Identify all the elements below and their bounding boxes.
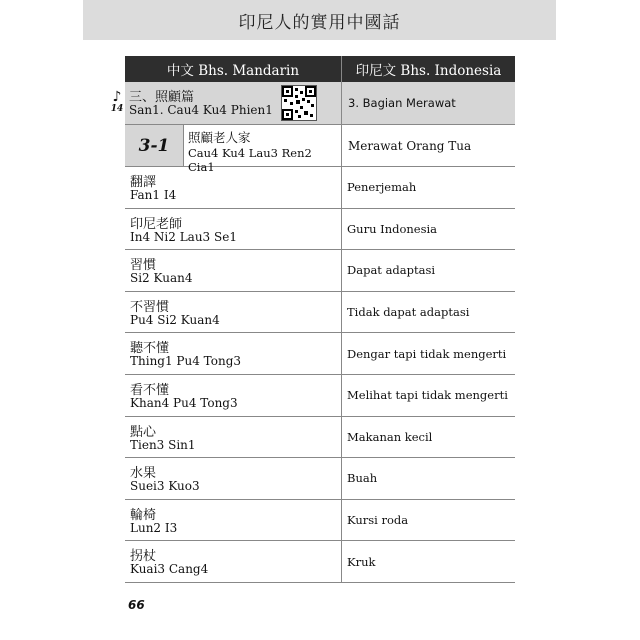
pinyin-text: Lun2 I3 (130, 520, 178, 535)
pinyin-text: In4 Ni2 Lau3 Se1 (130, 229, 237, 244)
mandarin-cell (125, 333, 342, 374)
book-title: 印尼人的實用中國話 (238, 12, 401, 33)
subsection-number: 3-1 (125, 125, 184, 166)
indonesian-translation: Tidak dapat adaptasi (347, 305, 470, 320)
page-number: 66 (128, 598, 145, 612)
mandarin-cell (125, 292, 342, 333)
section-row (125, 82, 515, 125)
indonesian-translation: Guru Indonesia (347, 221, 438, 236)
mandarin-cell (125, 417, 342, 458)
section-indonesian: 3. Bagian Merawat (348, 96, 456, 110)
section-title: 三、照顧篇 (129, 90, 195, 105)
table-header (125, 56, 515, 82)
section-heading (125, 82, 342, 124)
indonesian-translation: Dengar tapi tidak mengerti (347, 346, 507, 361)
qr-code-icon (281, 85, 317, 121)
chinese-word: 習慣 (130, 258, 157, 274)
chinese-word: 水果 (130, 466, 157, 482)
column-header-mandarin: 中文 Bhs. Mandarin (125, 56, 342, 82)
column-header-indonesian: 印尼文 Bhs. Indonesia (355, 63, 502, 79)
mandarin-cell (125, 500, 342, 541)
indonesian-translation: Dapat adaptasi (347, 263, 436, 278)
mandarin-cell (125, 167, 342, 208)
table-row (125, 500, 515, 542)
pinyin-text: Si2 Kuan4 (130, 271, 193, 286)
pinyin-text: Khan4 Pu4 Tong3 (130, 395, 238, 410)
indonesian-translation: Kruk (347, 554, 376, 569)
indonesian-translation: Kursi roda (347, 513, 409, 528)
chinese-word: 翻譯 (130, 175, 157, 190)
mandarin-cell (125, 458, 342, 499)
pinyin-text: Kuai3 Cang4 (130, 562, 209, 577)
table-row (125, 333, 515, 375)
mandarin-cell (125, 250, 342, 291)
pinyin-text: Tien3 Sin1 (130, 437, 196, 452)
page-header (83, 0, 556, 40)
pinyin-text: Suei3 Kuo3 (130, 479, 200, 494)
subsection-title: 照顧老人家 (188, 130, 251, 145)
chinese-word: 點心 (130, 424, 157, 440)
pinyin-text: Pu4 Si2 Kuan4 (130, 312, 220, 327)
audio-track-marker (110, 90, 124, 114)
mandarin-cell (125, 209, 342, 250)
table-row (125, 458, 515, 500)
track-number: 14 (110, 104, 124, 114)
mandarin-cell (125, 541, 342, 582)
chinese-word: 聽不懂 (130, 341, 170, 357)
table-row (125, 167, 515, 209)
pinyin-text: Thing1 Pu4 Tong3 (130, 354, 242, 369)
chinese-word: 不習慣 (130, 299, 170, 315)
chinese-word: 看不懂 (130, 382, 170, 398)
indonesian-translation: Penerjemah (347, 180, 417, 195)
chinese-word: 拐杖 (130, 549, 157, 565)
table-row (125, 209, 515, 251)
subsection-row (125, 125, 515, 174)
chinese-word: 印尼老師 (130, 216, 183, 232)
table-row (125, 541, 515, 583)
subsection-indonesian: Merawat Orang Tua (348, 138, 472, 153)
mandarin-cell (125, 375, 342, 416)
music-note-icon: ♪ (112, 89, 122, 105)
pinyin-text: Fan1 I4 (130, 188, 177, 202)
subsection-heading (184, 125, 342, 174)
subsection-pinyin: Cau4 Ku4 Lau3 Ren2 Cia1 (188, 146, 312, 174)
indonesian-translation: Makanan kecil (347, 429, 433, 444)
chinese-word: 輪椅 (130, 507, 157, 523)
table-row (125, 292, 515, 334)
indonesian-translation: Buah (347, 471, 378, 486)
table-row (125, 417, 515, 459)
table-row (125, 375, 515, 417)
indonesian-translation: Melihat tapi tidak mengerti (347, 388, 508, 403)
section-pinyin: San1. Cau4 Ku4 Phien1 (129, 103, 273, 117)
vocabulary-table (125, 56, 515, 583)
table-row (125, 250, 515, 292)
